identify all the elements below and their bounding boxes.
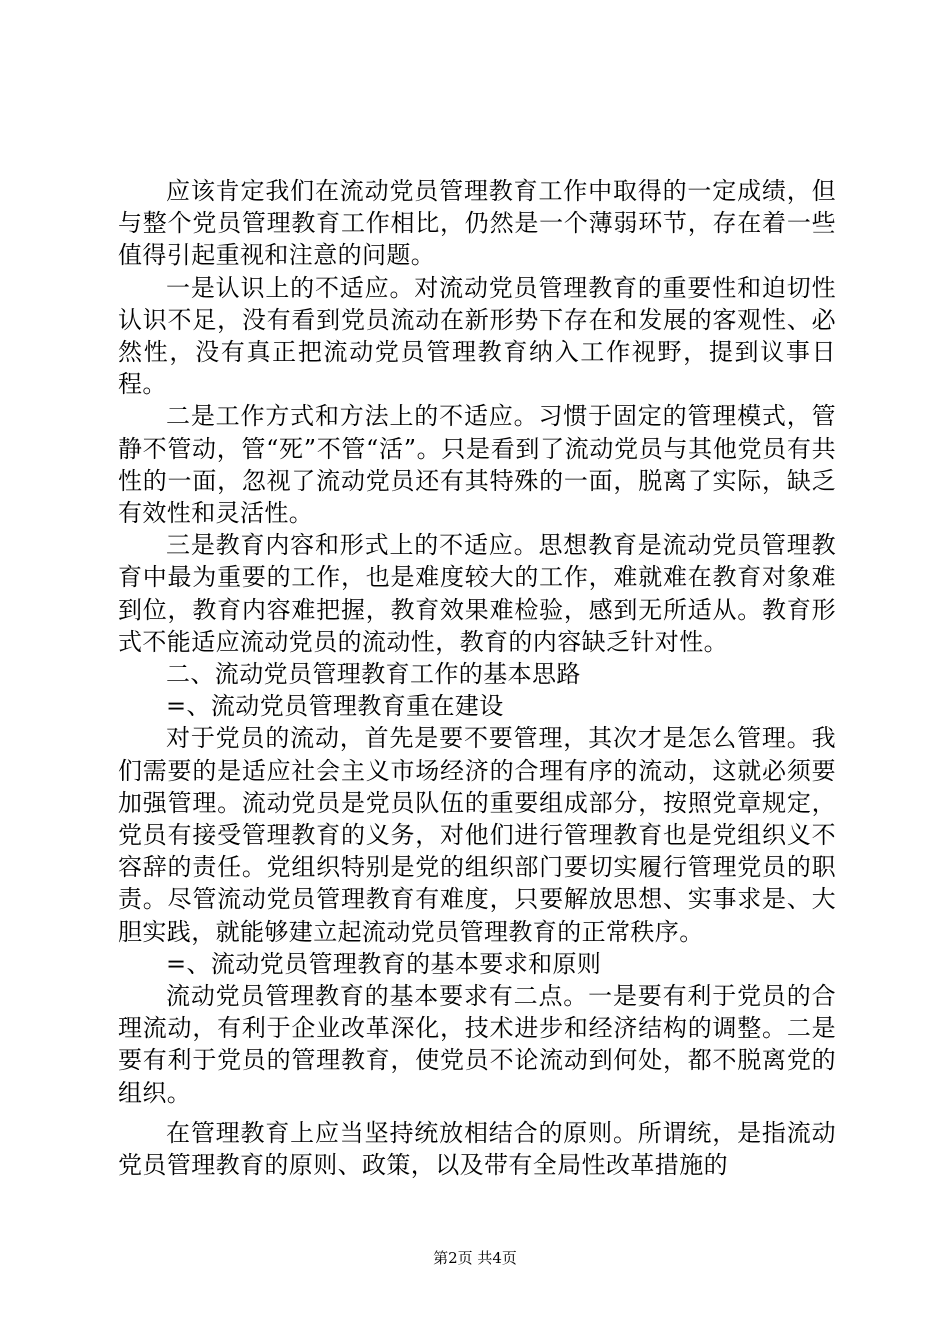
- subheading-1: =、流动党员管理教育重在建设: [166, 692, 504, 721]
- paragraph-3: 二是工作方式和方法上的不适应。习惯于固定的管理模式，管静不管动，管“死”不管“活”。只是看到了流动党员与其他党员有共性的一面，忽视了流动党员还有其特殊的一面，脱离了实际，缺乏有效性和灵活性。: [118, 402, 836, 528]
- paragraph-4: 三是教育内容和形式上的不适应。思想教育是流动党员管理教育中最为重要的工作，也是难度较大的工作，难就难在教育对象难到位，教育内容难把握，教育效果难检验，感到无所适从。教育形式不能适应流动党员的流动性，教育的内容缺乏针对性。: [118, 531, 836, 656]
- paragraph-6: 流动党员管理教育的基本要求有二点。一是要有利于党员的合理流动，有利于企业改革深化，技术进步和经济结构的调整。二是要有利于党员的管理教育，使党员不论流动到何处，都不脱离党的组织。: [118, 982, 836, 1107]
- paragraph-2: 一是认识上的不适应。对流动党员管理教育的重要性和迫切性认识不足，没有看到党员流动在新形势下存在和发展的客观性、必然性，没有真正把流动党员管理教育纳入工作视野，提到议事日程。: [118, 273, 836, 399]
- subheading-2: =、流动党员管理教育的基本要求和原则: [166, 949, 602, 978]
- paragraph-5: 对于党员的流动，首先是要不要管理，其次才是怎么管理。我们需要的是适应社会主义市场经济的合理有序的流动，这就必须要加强管理。流动党员是党员队伍的重要组成部分，按照党章规定，党员有接受管理教育的义务，对他们进行管理教育也是党组织义不容辞的责任。党组织特别是党的组织部门要切实履行管理党员的职责。尽管流动党员管理教育有难度，只要解放思想、实事求是、大胆实践，就能够建立起流动党员管理教育的正常秩序。: [118, 724, 836, 946]
- paragraph-1: 应该肯定我们在流动党员管理教育工作中取得的一定成绩，但与整个党员管理教育工作相比，仍然是一个薄弱环节，存在着一些值得引起重视和注意的问题。: [118, 177, 836, 270]
- section-heading-2: 二、流动党员管理教育工作的基本思路: [166, 660, 581, 689]
- document-body: [118, 175, 836, 1181]
- page-number-footer: 第2页 共4页: [433, 1249, 517, 1267]
- paragraph-7: 在管理教育上应当坚持统放相结合的原则。所谓统，是指流动党员管理教育的原则、政策，以及带有全局性改革措施的: [118, 1118, 836, 1180]
